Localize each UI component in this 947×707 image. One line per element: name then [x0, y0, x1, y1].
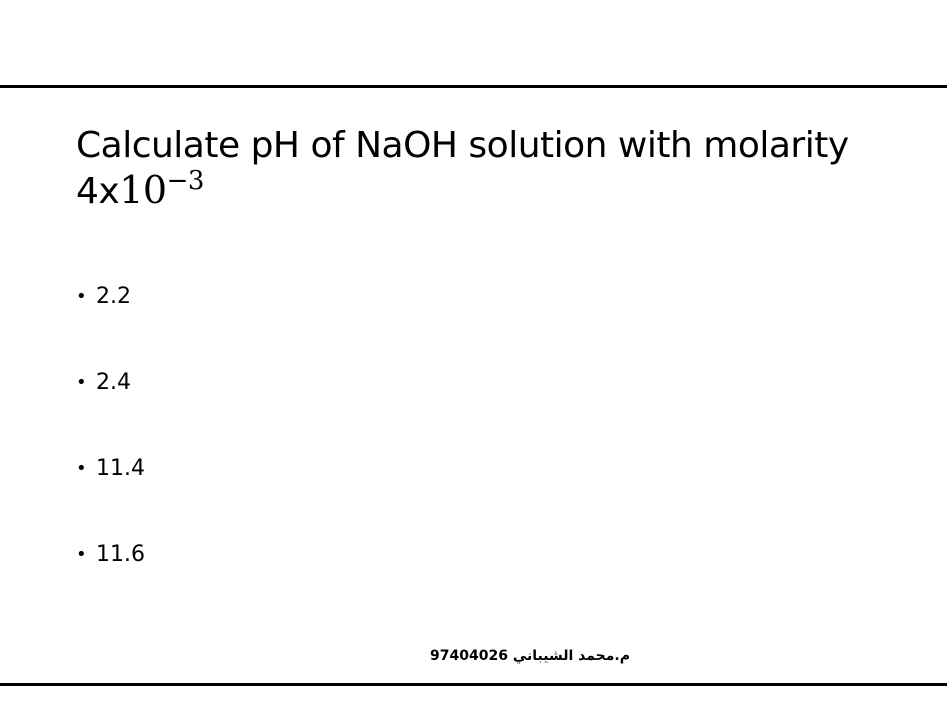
bullet-icon: •	[76, 544, 87, 565]
answer-options	[76, 280, 145, 624]
answer-option-label: 11.4	[96, 456, 145, 481]
answer-option-label: 2.2	[96, 284, 131, 309]
answer-option[interactable]	[76, 366, 145, 452]
answer-option-label: 2.4	[96, 370, 131, 395]
question-title	[76, 124, 947, 214]
top-divider	[0, 85, 947, 88]
answer-option[interactable]	[76, 280, 145, 366]
answer-option[interactable]	[76, 538, 145, 624]
author-footer: م.محمد الشيباني 97404026	[430, 648, 630, 664]
bullet-icon: •	[76, 458, 87, 479]
molarity-power	[119, 168, 204, 212]
bullet-icon: •	[76, 372, 87, 393]
molarity-exponent: −3	[166, 166, 204, 196]
question-line-2	[76, 168, 947, 214]
molarity-coefficient: 4x	[76, 171, 120, 212]
molarity-base: 10	[119, 168, 167, 212]
answer-option[interactable]	[76, 452, 145, 538]
question-line-1: Calculate pH of NaOH solution with molarity	[76, 125, 849, 166]
bullet-icon: •	[76, 286, 87, 307]
bottom-divider	[0, 683, 947, 686]
answer-option-label: 11.6	[96, 542, 145, 567]
